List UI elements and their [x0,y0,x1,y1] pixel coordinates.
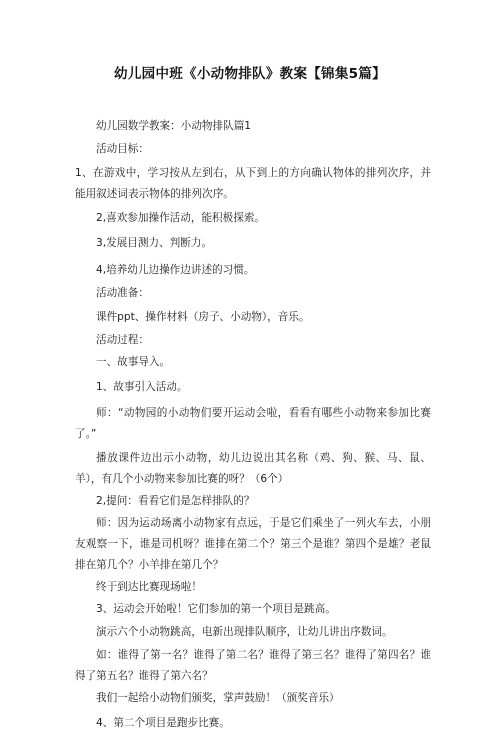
paragraph: 终于到达比赛现场啦！ [96,581,202,593]
document-body [75,116,431,734]
paragraph: 播放课件边出示小动物，幼儿边说出其名称（鸡、狗、猴、马、鼠、羊），有几个小动物来参加比赛的呀？（6个） [75,452,431,485]
paragraph: 1、在游戏中，学习按从左到右，从下到上的方向确认物体的排列次序，并能用叙述词表示物体的排列次序。 [75,167,431,200]
paragraph: 幼儿园数学教案：小动物排队篇1 [96,120,252,132]
paragraph: 活动过程： [96,334,149,346]
paragraph: 师：因为运动场离小动物家有点远，于是它们乘坐了一列火车去，小朋友观察一下，谁是司机呀？谁排在第二个？第三个是谁？第四个是雄？老鼠排在第几个？小羊排在第几个？ [75,517,431,571]
paragraph: 演示六个小动物跳高，电新出现排队顺序，让幼儿讲出序数词。 [96,626,393,638]
paragraph: 2,喜欢参加操作活动，能积极探索。 [96,212,266,224]
paragraph: 4,培养幼儿边操作边讲述的习惯。 [96,264,255,276]
paragraph: 4、第二个项目是跑步比赛。 [96,717,230,729]
paragraph: 1、故事引入活动。 [96,381,188,393]
paragraph: 我们一起给小动物们颁奖，掌声鼓励！（颁奖音乐） [96,692,340,704]
paragraph: 师：“动物园的小动物们要开运动会啦，看看有哪些小动物来参加比赛了。” [75,407,431,440]
paragraph: 3,发展目测力、判断力。 [96,237,213,249]
paragraph: 2,提问：看看它们是怎样排队的？ [96,495,255,507]
paragraph: 3、运动会开始啦！它们参加的第一个项目是跳高。 [96,603,336,615]
paragraph: 活动目标： [96,143,149,155]
document-title: 幼儿园中班《小动物排队》教案【锦集5篇】 [114,66,386,82]
paragraph: 课件ppt、操作材料（房子、小动物），音乐。 [96,311,310,323]
paragraph: 活动准备： [96,287,149,299]
paragraph: 一、故事导入。 [96,356,171,368]
paragraph: 如：谁得了第一名？谁得了第二名？谁得了第三名？谁得了第四名？谁得了第五名？谁得了第六名？ [75,649,431,682]
